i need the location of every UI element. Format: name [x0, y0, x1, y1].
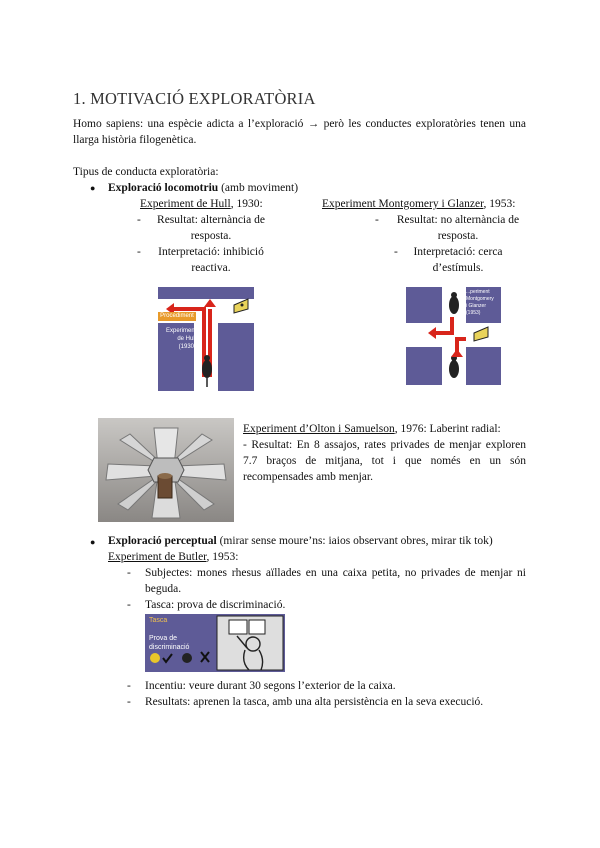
perceptual-heading [108, 533, 493, 549]
dash: - [127, 567, 131, 579]
dash: - [127, 696, 131, 708]
montgomery-heading [322, 196, 515, 212]
olton-name: Experiment d’Olton i Samuelson [243, 423, 395, 435]
olton-year: , 1976: Laberint radial: [394, 423, 501, 435]
montgomery-figure-caption [466, 289, 500, 317]
dash: - [127, 680, 131, 692]
perceptual-subtitle: (mirar sense moure’ns: iaios observant obres, mirar tik tok) [216, 535, 493, 547]
montgomery-interpretation: Interpretació: cerca d’estímuls. [413, 246, 503, 274]
caption-line: i Glanzer [466, 303, 487, 309]
dash: - [127, 599, 131, 611]
bullet-icon: ● [90, 183, 96, 193]
hull-figure-tag: Procediment [158, 312, 196, 321]
perceptual-title: Exploració perceptual [108, 535, 217, 547]
butler-figure-tag: Tasca [149, 617, 168, 624]
locomotor-subtitle: (amb moviment) [218, 182, 299, 194]
butler-task-figure [145, 614, 285, 672]
montgomery-result: Resultat: no alternància de resposta. [396, 214, 520, 242]
page-title: 1. MOTIVACIÓ EXPLORATÒRIA [73, 89, 316, 108]
types-label: Tipus de conducta exploratòria: [73, 166, 219, 178]
butler-name: Experiment de Butler [108, 551, 207, 563]
caption-line: de Hull [177, 336, 196, 342]
dash: - [394, 246, 398, 258]
dash: - [375, 214, 379, 226]
locomotor-title: Exploració locomotriu [108, 182, 219, 194]
hull-year: , 1930: [230, 198, 263, 210]
hull-name: Experiment de Hull [140, 198, 231, 210]
olton-result: - Resultat: En 8 assajos, rates privades de menjar exploren 7.7 braços de mitjana, tot i que només en un són recompensades amb menjar. [243, 439, 526, 483]
butler-incentive: Incentiu: veure durant 30 segons l’exterior de la caixa. [145, 680, 396, 692]
caption-line: Prova de [149, 635, 178, 642]
butler-heading [108, 549, 239, 565]
caption-line: ...periment [466, 289, 490, 295]
butler-figure-caption [149, 634, 189, 652]
intro-paragraph: Homo sapiens: una espècie adicta a l’exploració → però les conductes exploratòries tenen una llarga història filogenètica. [73, 118, 526, 146]
hull-interpretation: Interpretació: inhibició reactiva. [158, 246, 264, 274]
caption-line: Experiment [166, 328, 197, 334]
dash: - [137, 246, 141, 258]
caption-line: (1930) [178, 344, 196, 350]
caption-line: discriminació [149, 644, 190, 651]
butler-task: Tasca: prova de discriminació. [145, 599, 286, 611]
hull-heading [140, 196, 263, 212]
montgomery-name: Experiment Montgomery i Glanzer [322, 198, 484, 210]
caption-line: (1953) [466, 310, 481, 316]
hull-result: Resultat: alternància de resposta. [157, 214, 265, 242]
radial-maze-photo [98, 418, 234, 522]
dash: - [137, 214, 141, 226]
montgomery-maze-figure [406, 287, 501, 385]
butler-year: , 1953: [206, 551, 239, 563]
bullet-icon: ● [90, 537, 96, 547]
butler-results: Resultats: aprenen la tasca, amb una alta persistència en la seva execució. [145, 696, 484, 708]
olton-heading [243, 421, 501, 437]
montgomery-year: , 1953: [483, 198, 516, 210]
locomotor-heading [108, 180, 298, 196]
hull-maze-figure [158, 287, 254, 391]
butler-subjects: Subjectes: mones rhesus aïllades en una caixa petita, no privades de menjar ni beguda. [145, 567, 526, 595]
caption-line: Montgomery [466, 296, 494, 302]
hull-figure-caption [166, 327, 196, 351]
